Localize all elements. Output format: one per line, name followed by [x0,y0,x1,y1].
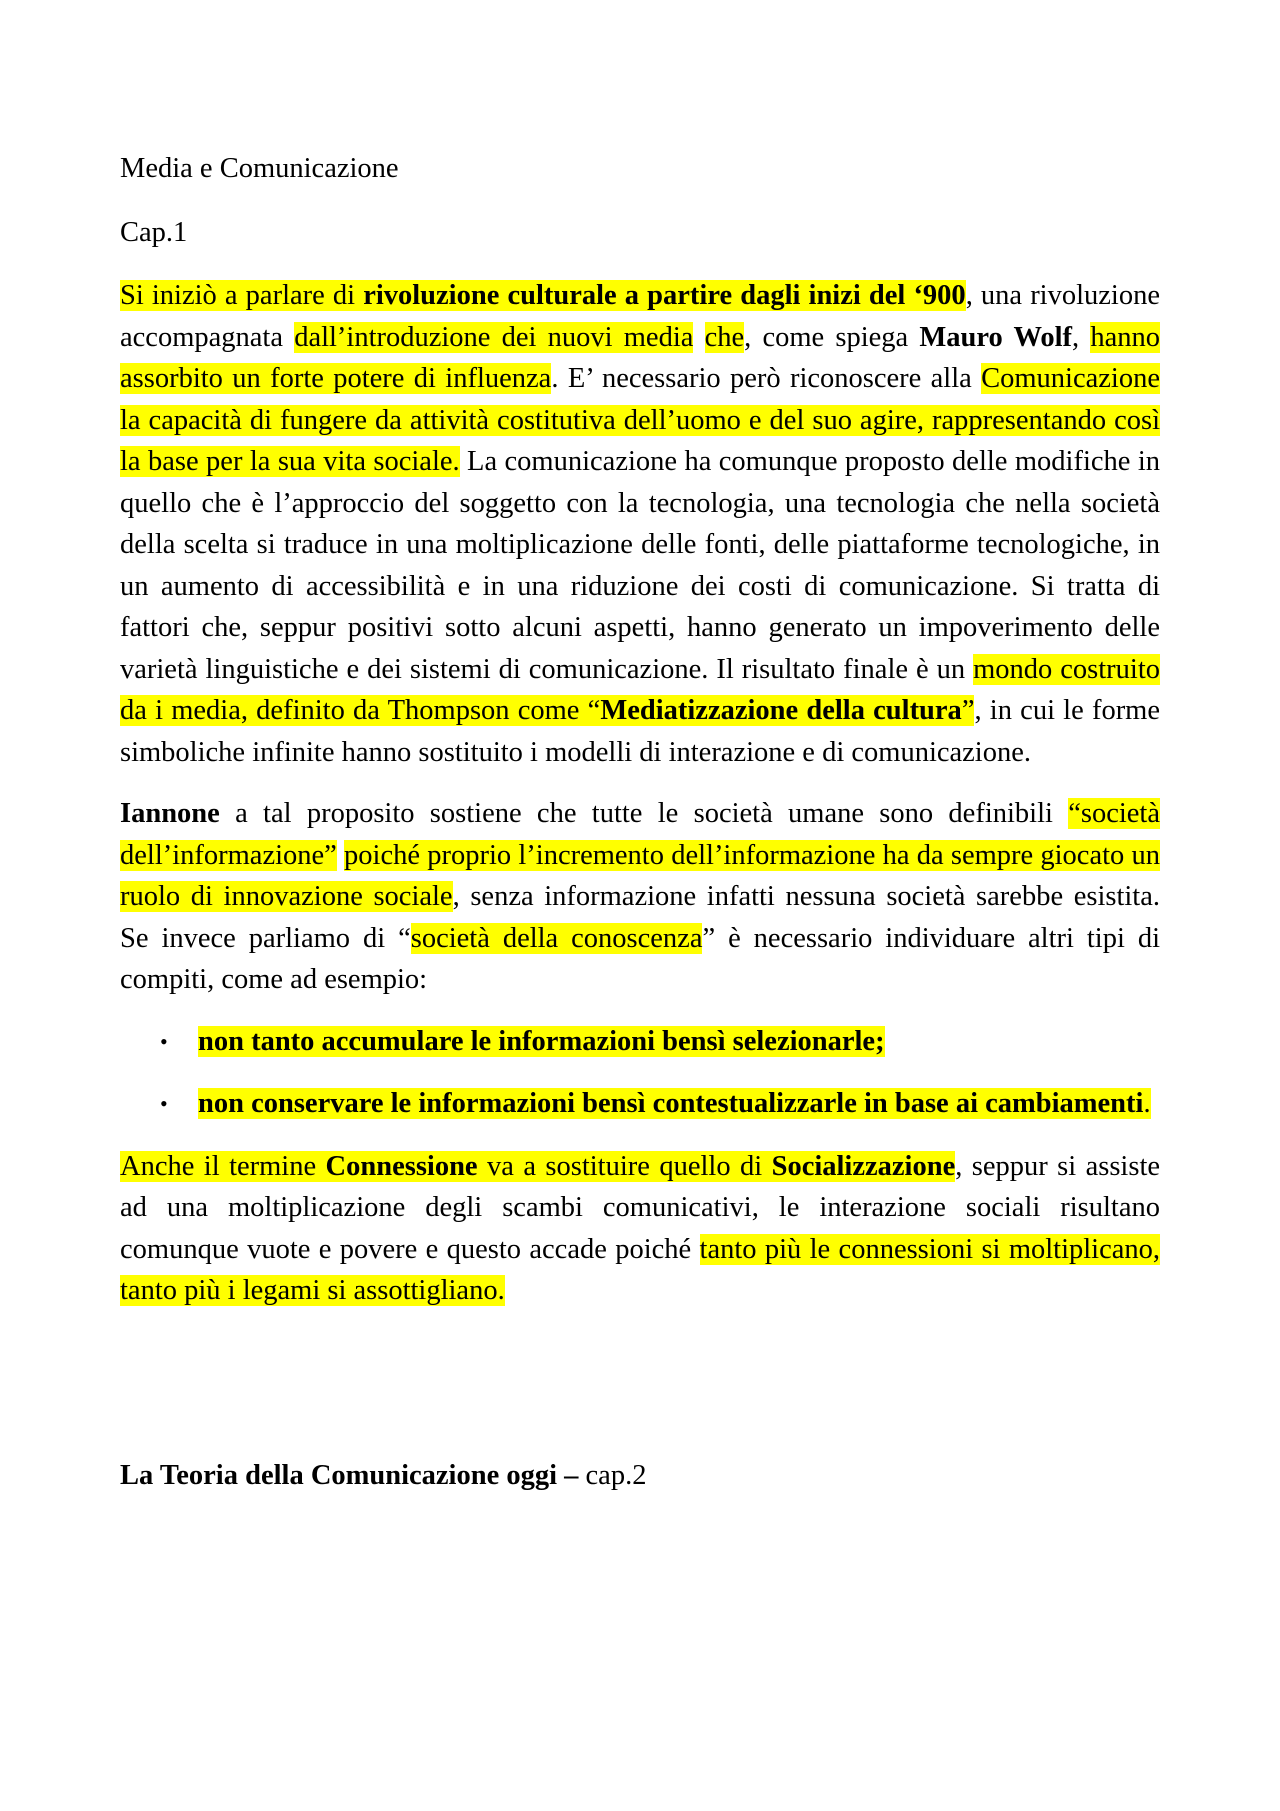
highlighted-text: Anche il termine [120,1150,326,1182]
highlighted-text: “società dell’informazione” [120,798,1160,871]
highlighted-text: che [704,321,745,353]
highlighted-text: va a sostituire quello di [477,1150,772,1182]
bullet-icon: • [160,1028,168,1054]
highlighted-text: società della conoscenza [410,922,703,954]
document-page [120,148,1160,1496]
highlighted-text: mondo costruito da i media, definito da Thompson come “Mediatizzazione della cultura” [120,653,1160,726]
section-heading: La Teoria della Comunicazione oggi – cap.2 [120,1459,647,1491]
bullet-list [120,1021,1160,1125]
paragraph-3: Anche il termine Connessione va a sostituire quello di Socializzazione, seppur si assiste ad una moltiplicazione degli scambi comunicativi, le interazione sociali risultano comunque vuote e povere e questo accade poiché tanto più le connessioni si moltiplicano, tanto più i legami si assottigliano. [120,1150,1161,1306]
bullet-icon: • [160,1091,168,1116]
highlighted-text: tanto più le connessioni si moltiplicano, tanto più i legami si assottigliano. [120,1233,1161,1306]
highlighted-text: poiché proprio l’incremento dell’informazione ha da sempre giocato un ruolo di innovazione sociale [120,839,1160,912]
paragraph-2: Iannone a tal proposito sostiene che tutte le società umane sono definibili “società dell’informazione” poiché proprio l’incremento dell’informazione ha da sempre giocato un ruolo di innovazione sociale, senza informazione infatti nessuna società sarebbe esistita. Se invece parliamo di “società della conoscenza” è necessario individuare altri tipi di compiti, come ad esempio: [120,798,1160,995]
document-title: Media e Comunicazione [120,153,399,184]
highlighted-text: Comunicazione la capacità di fungere da attività costitutiva dell’uomo e del suo agire, rappresentando così la base per la sua vita sociale. [120,363,1160,477]
author-name: Iannone [120,798,220,829]
author-name: Mauro Wolf [919,321,1073,353]
highlighted-text: dall’introduzione dei nuovi media [294,321,694,353]
highlighted-text: Si iniziò a parlare di rivoluzione culturale a partire dagli inizi del ‘900 [120,280,966,311]
chapter-label: Cap.1 [120,216,188,248]
highlighted-text: hanno assorbito un forte potere di influenza [120,321,1161,394]
list-item: • non tanto accumulare le informazioni bensì selezionarle; [120,1021,1160,1063]
list-item: • non conservare le informazioni bensì contestualizzarle in base ai cambiamenti. [120,1083,1160,1125]
keyword: Socializzazione [771,1150,956,1182]
paragraph-1: Si iniziò a parlare di rivoluzione culturale a partire dagli inizi del ‘900, una rivoluzione accompagnata dall’introduzione dei nuovi media che, come spiega Mauro Wolf, hanno assorbito un forte potere di influenza. E’ necessario però riconoscere alla Comunicazione la capacità di fungere da attività costitutiva dell’uomo e del suo agire, rappresentando così la base per la sua vita sociale. La comunicazione ha comunque proposto delle modifiche in quello che è l’approccio del soggetto con la tecnologia, una tecnologia che nella società della scelta si traduce in una moltiplicazione delle fonti, delle piattaforme tecnologiche, in un aumento di accessibilità e in una riduzione dei costi di comunicazione. Si tratta di fattori che, seppur positivi sotto alcuni aspetti, hanno generato un impoverimento delle varietà linguistiche e dei sistemi di comunicazione. Il risultato finale è un mondo costruito da i media, definito da Thompson come “Mediatizzazione della cultura”, in cui le forme simboliche infinite hanno sostituito i modelli di interazione e di comunicazione. [120,280,1161,768]
keyword: Connessione [325,1150,478,1182]
